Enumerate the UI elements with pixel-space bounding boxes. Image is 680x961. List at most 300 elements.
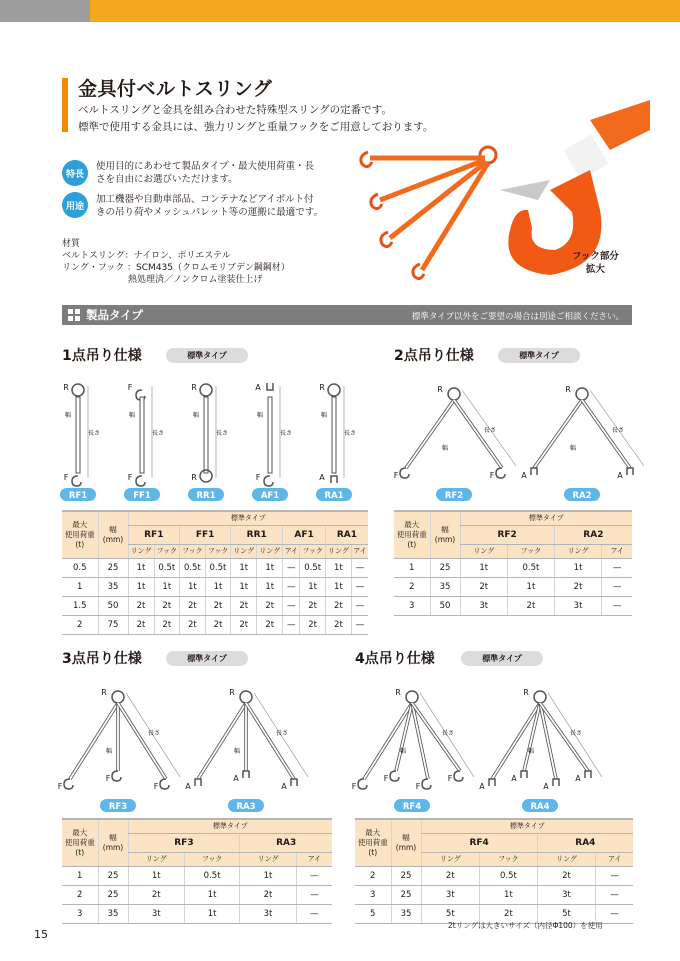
table-cell: 2t: [460, 577, 508, 596]
col-header-width: 幅 (mm): [98, 511, 128, 558]
col-header-type: RR1: [231, 525, 283, 544]
table-cell: 0.5t: [154, 558, 180, 577]
spec2-diagrams: [394, 372, 644, 502]
top-fitting-label: R: [437, 385, 443, 394]
length-label: 長さ: [343, 430, 357, 437]
ring-icon: [328, 384, 340, 396]
belt-leg-inner: [70, 703, 118, 779]
feature-line: 使用目的にあわせて製品タイプ・最大使用荷重・長: [96, 161, 315, 172]
table-cell: 2t: [421, 866, 480, 885]
hook-closeup: [500, 100, 650, 275]
bottom-fitting-label: F: [447, 774, 453, 783]
belt-leg-inner: [534, 400, 582, 468]
bottom-fitting-label: A: [319, 473, 325, 482]
table-cell: 1t: [154, 577, 180, 596]
col-header-part: リング: [231, 544, 257, 558]
table-cell: 1t: [184, 885, 239, 904]
type-tag-label: RF1: [68, 491, 88, 501]
table-cell: 2t: [231, 615, 257, 634]
bottom-fitting-label: A: [281, 782, 287, 791]
col-header-part: アイ: [596, 852, 633, 866]
hook-icon: [358, 779, 367, 789]
spec3-diagrams: [58, 675, 348, 813]
table-cell: 50: [430, 596, 460, 615]
table-cell: 2: [62, 615, 98, 634]
grid-icon: [68, 309, 80, 321]
table-cell: —: [602, 558, 632, 577]
footnote: 2tリングは大きいサイズ（内径Φ100）を使用: [448, 921, 603, 930]
table-cell: 1t: [257, 577, 283, 596]
col-header-type: RA4: [537, 833, 633, 852]
col-header-part: リング: [128, 852, 184, 866]
table-cell: 3t: [554, 596, 602, 615]
eye-icon: [489, 779, 495, 786]
col-header-part: フック: [300, 544, 326, 558]
hook-icon: [390, 771, 399, 781]
spec4-table: [355, 818, 633, 924]
eye-icon: [267, 383, 273, 390]
table-cell: 2t: [180, 615, 206, 634]
bottom-fitting-label: F: [415, 782, 421, 791]
type-tag-label: RF3: [108, 802, 128, 812]
table-cell: 3t: [537, 885, 596, 904]
ring-icon: [576, 388, 588, 400]
table-cell: —: [283, 558, 300, 577]
col-header-part: リング: [257, 544, 283, 558]
hook-icon: [160, 779, 169, 789]
hook-caption: [572, 250, 619, 276]
bottom-fitting-label: F: [394, 471, 399, 480]
width-label: 幅: [320, 412, 328, 419]
spec1-title: 1点吊り仕様: [62, 348, 142, 364]
table-cell: 35: [98, 904, 128, 923]
table-cell: 0.5t: [480, 866, 538, 885]
top-fitting-label: R: [191, 383, 197, 392]
bottom-fitting-label: F: [63, 473, 69, 482]
section-note: 標準タイプ以外をご要望の場合は別途ご相談ください。: [411, 312, 624, 322]
eye-icon: [243, 771, 249, 778]
title-accent: [62, 78, 68, 132]
table-cell: 2t: [480, 904, 538, 923]
ring-icon: [72, 384, 84, 396]
bottom-fitting-label: F: [153, 782, 159, 791]
col-header-part: リング: [554, 544, 602, 558]
hook-caption-line: 拡大: [585, 264, 605, 275]
table-cell: 1t: [257, 558, 283, 577]
table-cell: 1t: [325, 577, 351, 596]
usage-line: きの吊り荷やメッシュパレット等の運搬に最適です。: [96, 207, 323, 218]
table-cell: 25: [98, 866, 128, 885]
table-cell: 2t: [325, 615, 351, 634]
width-label: 幅: [192, 412, 200, 419]
table-cell: 1t: [240, 866, 296, 885]
col-header-part: フック: [184, 852, 239, 866]
top-fitting-label: R: [63, 383, 69, 392]
table-row: [355, 885, 633, 904]
table-cell: 1t: [180, 577, 206, 596]
table-cell: 0.5t: [184, 866, 239, 885]
col-header-part: リング: [460, 544, 508, 558]
col-header-width: 幅 (mm): [391, 819, 421, 866]
width-label: 幅: [234, 748, 241, 755]
table-cell: 25: [391, 866, 421, 885]
table-cell: —: [596, 866, 633, 885]
col-header-width: 幅 (mm): [98, 819, 128, 866]
materials-line: 熱処理済／ノンクロム塗装仕上げ: [128, 275, 263, 285]
table-cell: 5t: [421, 904, 480, 923]
table-cell: —: [296, 866, 332, 885]
spec2-table: [394, 510, 632, 616]
spec2-title: 2点吊り仕様: [394, 348, 474, 364]
belt-leg: [268, 397, 272, 473]
table-cell: 2t: [128, 885, 184, 904]
bottom-fitting-label: F: [383, 774, 389, 783]
hook-icon: [400, 468, 409, 478]
top-bar-gray: [0, 0, 90, 22]
width-label: 幅: [570, 445, 577, 452]
table-cell: 3t: [240, 904, 296, 923]
type-tag-label: FF1: [133, 491, 151, 501]
table-cell: 2t: [300, 596, 326, 615]
table-cell: —: [296, 885, 332, 904]
spec3-title: 3点吊り仕様: [62, 651, 142, 667]
table-cell: —: [351, 596, 368, 615]
table-cell: —: [296, 904, 332, 923]
table-cell: 0.5t: [300, 558, 326, 577]
bottom-fitting-label: A: [185, 782, 191, 791]
top-fitting-label: R: [319, 383, 325, 392]
col-header-part: アイ: [351, 544, 368, 558]
belt-leg-inner: [198, 703, 246, 779]
width-label: 幅: [64, 412, 72, 419]
table-cell: 1t: [128, 866, 184, 885]
type-tag-label: RR1: [196, 491, 216, 501]
length-label: 長さ: [215, 430, 229, 437]
table-cell: 0.5: [62, 558, 98, 577]
spec4-diagrams: [352, 675, 642, 813]
eye-icon: [291, 779, 297, 786]
belt-leg: [204, 397, 208, 473]
col-header-part: アイ: [602, 544, 632, 558]
table-cell: 2t: [554, 577, 602, 596]
width-label: 幅: [106, 748, 113, 755]
top-fitting-label: A: [255, 383, 261, 392]
belt-leg-inner: [246, 703, 294, 779]
table-cell: 50: [98, 596, 128, 615]
table-cell: 3: [62, 904, 98, 923]
col-header-part: フック: [205, 544, 231, 558]
belt-leg: [332, 397, 336, 473]
table-cell: 25: [98, 885, 128, 904]
table-cell: —: [283, 596, 300, 615]
table-cell: 35: [98, 577, 128, 596]
page-number: 15: [34, 928, 48, 941]
col-header-part: リング: [325, 544, 351, 558]
table-cell: 1t: [231, 558, 257, 577]
eye-icon: [331, 476, 337, 483]
table-cell: 2t: [205, 596, 231, 615]
top-fitting-label: R: [101, 688, 107, 697]
top-bar-orange: [90, 0, 680, 22]
feature-badge: 特長: [62, 160, 88, 186]
col-header-part: リング: [421, 852, 480, 866]
hook-icon: [136, 476, 145, 486]
table-row: [62, 885, 332, 904]
eye-icon: [585, 771, 591, 778]
ring-icon: [112, 691, 124, 703]
col-header-load: 最大 使用荷重 (t): [394, 511, 430, 558]
col-header-width: 幅 (mm): [430, 511, 460, 558]
length-label: 長さ: [570, 730, 583, 737]
table-cell: 0.5t: [205, 558, 231, 577]
ring-icon: [448, 388, 460, 400]
belt-leg-inner: [118, 703, 166, 779]
col-header-type: RF2: [460, 525, 554, 544]
col-header-std: 標準タイプ: [128, 819, 332, 833]
belt-leg: [140, 397, 144, 473]
subtitle-line-1: ベルトスリングと金具を組み合わせた特殊型スリングの定番です。: [78, 104, 392, 116]
table-cell: 1t: [184, 904, 239, 923]
type-tag-label: RA2: [572, 491, 592, 501]
col-header-part: フック: [180, 544, 206, 558]
col-header-load: 最大 使用荷重 (t): [62, 819, 98, 866]
table-cell: 3t: [460, 596, 508, 615]
table-cell: 25: [98, 558, 128, 577]
table-cell: 1: [394, 558, 430, 577]
table-cell: 1: [62, 866, 98, 885]
table-cell: 5t: [537, 904, 596, 923]
col-header-type: FF1: [180, 525, 231, 544]
table-cell: 5: [355, 904, 391, 923]
table-cell: 25: [391, 885, 421, 904]
table-cell: 2t: [205, 615, 231, 634]
table-row: [394, 596, 632, 615]
col-header-part: リング: [537, 852, 596, 866]
bottom-fitting-label: F: [352, 782, 357, 791]
table-cell: —: [283, 577, 300, 596]
table-cell: 1t: [554, 558, 602, 577]
table-cell: 2t: [180, 596, 206, 615]
col-header-std: 標準タイプ: [460, 511, 632, 525]
table-cell: 2t: [154, 615, 180, 634]
table-cell: —: [351, 577, 368, 596]
eye-icon: [195, 779, 201, 786]
col-header-type: RF1: [128, 525, 180, 544]
table-row: [62, 904, 332, 923]
table-cell: 1: [62, 577, 98, 596]
usage-line: 加工機器や自動車部品、コンテナなどアイボルト付: [96, 194, 314, 205]
ring-icon: [534, 691, 546, 703]
length-label: 長さ: [279, 430, 293, 437]
spec2-std-pill: 標準タイプ: [498, 348, 580, 363]
spec3-std-pill: 標準タイプ: [166, 651, 248, 666]
width-label: 幅: [128, 412, 136, 419]
table-cell: 0.5t: [508, 558, 555, 577]
table-row: [62, 866, 332, 885]
table-cell: —: [351, 615, 368, 634]
table-cell: 1t: [231, 577, 257, 596]
table-cell: 3: [355, 885, 391, 904]
bottom-fitting-label: A: [511, 774, 517, 783]
col-header-type: RA3: [240, 833, 332, 852]
table-cell: 3t: [421, 885, 480, 904]
table-cell: —: [596, 885, 633, 904]
table-cell: 2: [355, 866, 391, 885]
type-tag-label: AF1: [260, 491, 280, 501]
col-header-type: RA2: [554, 525, 632, 544]
col-header-part: アイ: [296, 852, 332, 866]
table-cell: 25: [430, 558, 460, 577]
belt-leg-inner: [582, 400, 630, 468]
belt-leg: [76, 397, 80, 473]
spec1-diagrams: [58, 372, 380, 502]
table-cell: 2t: [300, 615, 326, 634]
table-row: [62, 558, 368, 577]
spec3-table: [62, 818, 332, 924]
length-label: 長さ: [276, 730, 289, 737]
ring-icon: [200, 384, 212, 396]
table-cell: —: [283, 615, 300, 634]
spec1-std-pill: 標準タイプ: [166, 348, 248, 363]
spec4-std-pill: 標準タイプ: [461, 651, 543, 666]
length-label: 長さ: [612, 427, 625, 434]
bottom-fitting-label: A: [479, 782, 485, 791]
col-header-type: RA1: [325, 525, 368, 544]
length-label: 長さ: [484, 427, 497, 434]
bottom-fitting-label: A: [617, 471, 623, 480]
table-cell: 35: [430, 577, 460, 596]
col-header-part: アイ: [283, 544, 300, 558]
table-cell: —: [602, 596, 632, 615]
table-cell: 2t: [154, 596, 180, 615]
type-tag-label: RF2: [444, 491, 464, 501]
table-cell: 2t: [257, 615, 283, 634]
table-cell: 2t: [508, 596, 555, 615]
bottom-fitting-label: A: [575, 774, 581, 783]
table-cell: 1t: [508, 577, 555, 596]
subtitle-line-2: 標準で使用する金具には、強力リングと重量フックをご用意しております。: [78, 121, 434, 133]
ring-icon: [240, 691, 252, 703]
table-cell: 1t: [205, 577, 231, 596]
table-cell: 1t: [325, 558, 351, 577]
col-header-load: 最大 使用荷重 (t): [355, 819, 391, 866]
table-cell: 1t: [128, 558, 154, 577]
table-cell: 2: [62, 885, 98, 904]
table-row: [62, 615, 368, 634]
table-cell: 1.5: [62, 596, 98, 615]
table-cell: 35: [391, 904, 421, 923]
table-row: [394, 558, 632, 577]
top-fitting-label: F: [127, 383, 133, 392]
eye-icon: [553, 779, 559, 786]
bottom-fitting-label: F: [105, 774, 111, 783]
bottom-fitting-label: F: [127, 473, 133, 482]
top-fitting-label: R: [229, 688, 235, 697]
table-cell: 2t: [325, 596, 351, 615]
type-tag-label: RF4: [402, 802, 422, 812]
table-cell: 2t: [240, 885, 296, 904]
width-label: 幅: [442, 445, 449, 452]
table-cell: 1t: [300, 577, 326, 596]
length-label: 長さ: [442, 730, 455, 737]
table-cell: 2t: [537, 866, 596, 885]
table-cell: —: [596, 904, 633, 923]
table-cell: 1t: [128, 577, 154, 596]
spec4-title: 4点吊り仕様: [355, 651, 435, 667]
col-header-part: フック: [508, 544, 555, 558]
bottom-fitting-label: A: [233, 774, 239, 783]
usage-badge: 用途: [62, 192, 88, 218]
col-header-type: RF4: [421, 833, 537, 852]
hook-icon: [72, 476, 81, 486]
bottom-fitting-label: F: [255, 473, 261, 482]
col-header-std: 標準タイプ: [128, 511, 368, 525]
top-fitting-label: R: [565, 385, 571, 394]
spec1-table: [62, 510, 368, 635]
width-label: 幅: [528, 748, 535, 755]
table-cell: —: [602, 577, 632, 596]
hook-icon: [496, 468, 505, 478]
belt-leg-inner: [406, 400, 454, 468]
table-cell: 2: [394, 577, 430, 596]
col-header-part: フック: [480, 852, 538, 866]
length-label: 長さ: [151, 430, 165, 437]
sling-illustration: [361, 147, 496, 279]
materials-line: リング・フック ：SCM435（クロムモリブデン鋼鋼材）: [62, 263, 290, 273]
width-label: 幅: [400, 748, 407, 755]
belt-leg-inner: [454, 400, 502, 468]
col-header-std: 標準タイプ: [421, 819, 633, 833]
hook-icon: [454, 771, 463, 781]
col-header-type: RF3: [128, 833, 240, 852]
type-tag-label: RA3: [236, 802, 256, 812]
bottom-fitting-label: A: [543, 782, 549, 791]
table-row: [62, 596, 368, 615]
top-fitting-label: R: [523, 688, 529, 697]
hook-icon: [64, 779, 73, 789]
bottom-fitting-label: A: [521, 471, 527, 480]
hook-icon: [422, 779, 431, 789]
table-cell: 2t: [257, 596, 283, 615]
table-cell: 0.5t: [180, 558, 206, 577]
hook-icon: [112, 771, 121, 781]
eye-icon: [521, 771, 527, 778]
table-cell: 1t: [460, 558, 508, 577]
col-header-load: 最大 使用荷重 (t): [62, 511, 98, 558]
eye-icon: [531, 468, 537, 475]
length-label: 長さ: [148, 730, 161, 737]
page-title: 金具付ベルトスリング: [78, 78, 273, 100]
feature-text: [96, 160, 346, 186]
col-header-part: リング: [128, 544, 154, 558]
top-fitting-label: R: [395, 688, 401, 697]
section-title: 製品タイプ: [86, 308, 143, 322]
table-cell: 3: [394, 596, 430, 615]
type-tag-label: RA4: [530, 802, 550, 812]
length-label: 長さ: [87, 430, 101, 437]
table-cell: 75: [98, 615, 128, 634]
table-cell: 3t: [128, 904, 184, 923]
type-tag-label: RA1: [324, 491, 344, 501]
bottom-fitting-label: R: [191, 473, 197, 482]
table-cell: 2t: [231, 596, 257, 615]
table-row: [62, 577, 368, 596]
ring-icon: [406, 691, 418, 703]
table-cell: 2t: [128, 596, 154, 615]
table-cell: 1t: [480, 885, 538, 904]
materials-label: 材質: [62, 239, 81, 249]
hook-icon: [264, 476, 273, 486]
